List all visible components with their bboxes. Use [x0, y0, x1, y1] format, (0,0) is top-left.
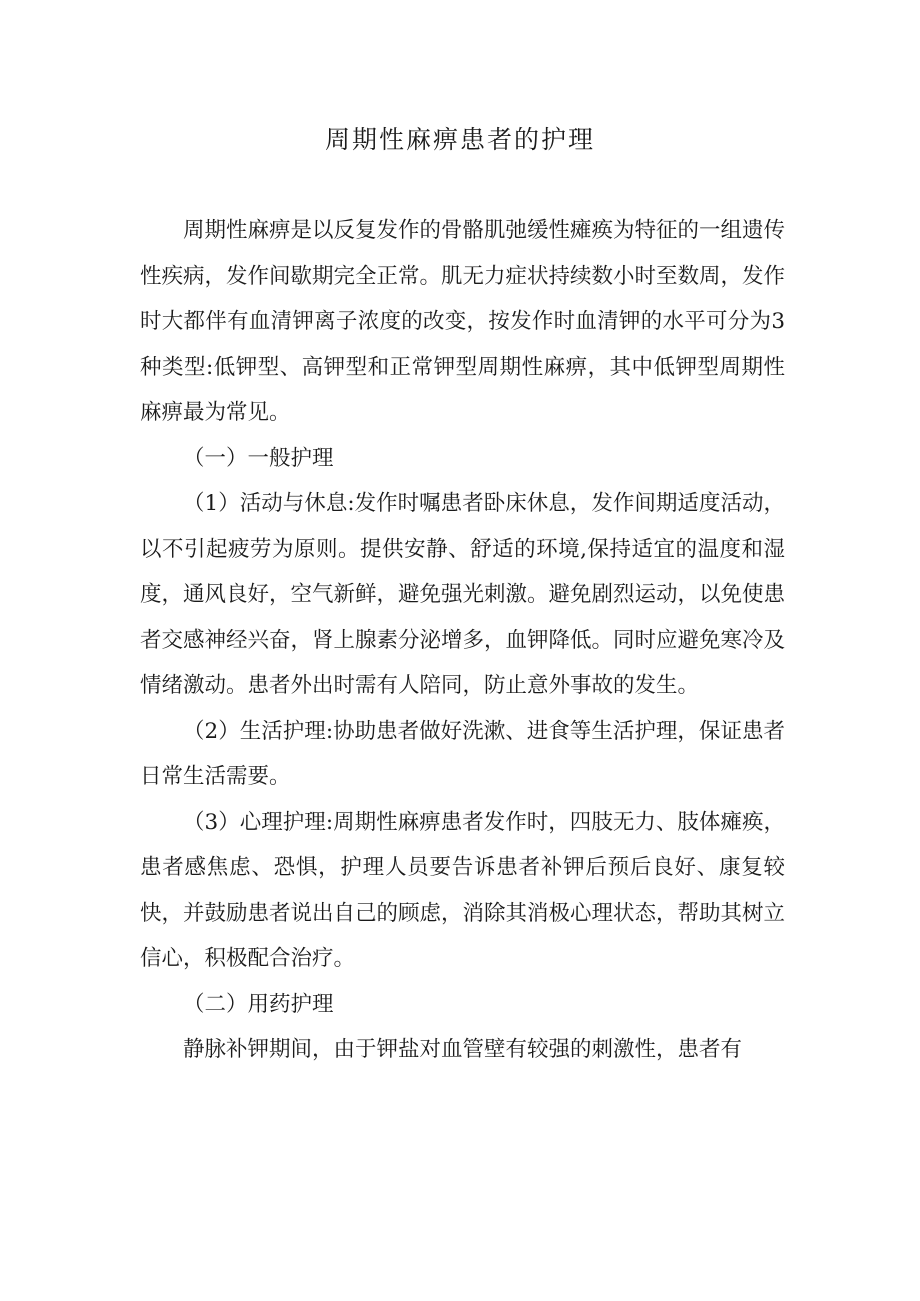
- section-heading-medication-care: （二）用药护理: [183, 991, 334, 1017]
- paragraph-daily-care: （2）生活护理:协助患者做好洗漱、进食等生活护理，保证患者日常生活需要。: [140, 718, 785, 789]
- paragraph-intro: 周期性麻痹是以反复发作的骨骼肌弛缓性瘫痪为特征的一组遗传性疾病，发作间歇期完全正常。肌无力症状持续数小时至数周，发作时大都伴有血清钾离子浓度的改变，按发作时血清钾的水平可分为3种类型:低钾型、高钾型和正常钾型周期性麻痹，其中低钾型周期性麻痹最为常见。: [140, 218, 786, 425]
- document-title: 周期性麻痹患者的护理: [324, 125, 595, 154]
- section-heading-general-care: （一）一般护理: [183, 445, 334, 471]
- document-body: [140, 208, 785, 1073]
- paragraph-psychological-care: （3）心理护理:周期性麻痹患者发作时，四肢无力、肢体瘫痪，患者感焦虑、恐惧，护理人员要告诉患者补钾后预后良好、康复较快，并鼓励患者说出自己的顾虑，消除其消极心理状态，帮助其树立信心，积极配合治疗。: [140, 809, 786, 971]
- paragraph-activity-rest: （1）活动与休息:发作时嘱患者卧床休息，发作间期适度活动，以不引起疲劳为原则。提供安静、舒适的环境,保持适宜的温度和湿度，通风良好，空气新鲜，避免强光刺激。避免剧烈运动，以免使患者交感神经兴奋，肾上腺素分泌增多，血钾降低。同时应避免寒冷及情绪激动。患者外出时需有人陪同，防止意外事故的发生。: [140, 491, 786, 698]
- paragraph-iv-potassium: 静脉补钾期间，由于钾盐对血管壁有较强的刺激性，患者有: [183, 1037, 743, 1062]
